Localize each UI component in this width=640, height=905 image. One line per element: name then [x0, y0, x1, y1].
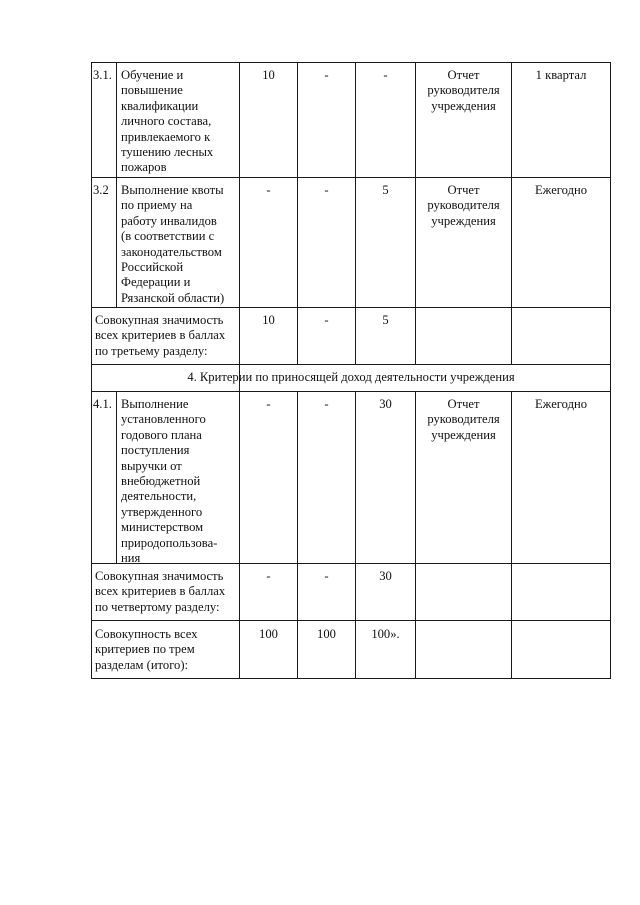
period: 1 квартал [535, 68, 587, 82]
report-source: Отчет руководителя учреждения [427, 68, 500, 113]
period: Ежегодно [534, 183, 588, 197]
criteria-table [91, 62, 611, 679]
value-cell: 100 [317, 627, 336, 641]
table-rule [116, 62, 117, 308]
criterion-name: Выполнение квоты по приему на работу инвалидов (в соответствии с законодательством Российской Федерации и Рязанской области) [121, 183, 225, 305]
value-cell: - [324, 68, 329, 82]
table-rule [91, 177, 611, 178]
table-rule [239, 62, 240, 392]
table-rule [610, 62, 611, 679]
value-cell: 10 [262, 68, 275, 82]
value-cell: - [266, 397, 271, 411]
value-cell: - [324, 183, 329, 197]
subtotal-label: Совокупная значимость всех критериев в баллах по третьему разделу: [95, 313, 226, 358]
table-rule [91, 678, 611, 679]
table-rule [91, 364, 611, 365]
table-rule [91, 620, 611, 621]
row-number: 3.1. [93, 68, 112, 82]
value-cell: - [324, 569, 329, 583]
row-number: 4.1. [93, 397, 112, 411]
value-cell: 10 [262, 313, 275, 327]
value-cell: - [266, 183, 271, 197]
table-rule [511, 391, 512, 679]
value-cell: 30 [379, 569, 392, 583]
value-cell: 5 [382, 313, 389, 327]
section-heading: 4. Критерии по приносящей доход деятельности учреждения [187, 370, 515, 384]
value-cell: - [324, 397, 329, 411]
value-cell: 30 [379, 397, 392, 411]
value-cell: - [324, 313, 329, 327]
table-rule [91, 62, 611, 63]
criterion-name: Выполнение установленного годового плана поступления выручки от внебюджетной деятельности, утвержденного министерством природопользова- ния [121, 397, 218, 566]
subtotal-label: Совокупная значимость всех критериев в баллах по четвертому разделу: [95, 569, 226, 614]
value-cell: 100 [259, 627, 278, 641]
table-rule [511, 62, 512, 365]
value-cell: 100». [371, 627, 400, 641]
period: Ежегодно [534, 397, 588, 411]
value-cell: 5 [382, 183, 389, 197]
total-label: Совокупность всех критериев по трем разделам (итого): [95, 627, 198, 672]
value-cell: - [383, 68, 388, 82]
table-rule [116, 391, 117, 564]
table-rule [91, 307, 611, 308]
report-source: Отчет руководителя учреждения [427, 397, 500, 442]
value-cell: - [266, 569, 271, 583]
report-source: Отчет руководителя учреждения [427, 183, 500, 228]
row-number: 3.2 [93, 183, 109, 197]
criterion-name: Обучение и повышение квалификации личного состава, привлекаемого к тушению лесных пожаров [121, 68, 214, 175]
table-rule [91, 391, 611, 392]
